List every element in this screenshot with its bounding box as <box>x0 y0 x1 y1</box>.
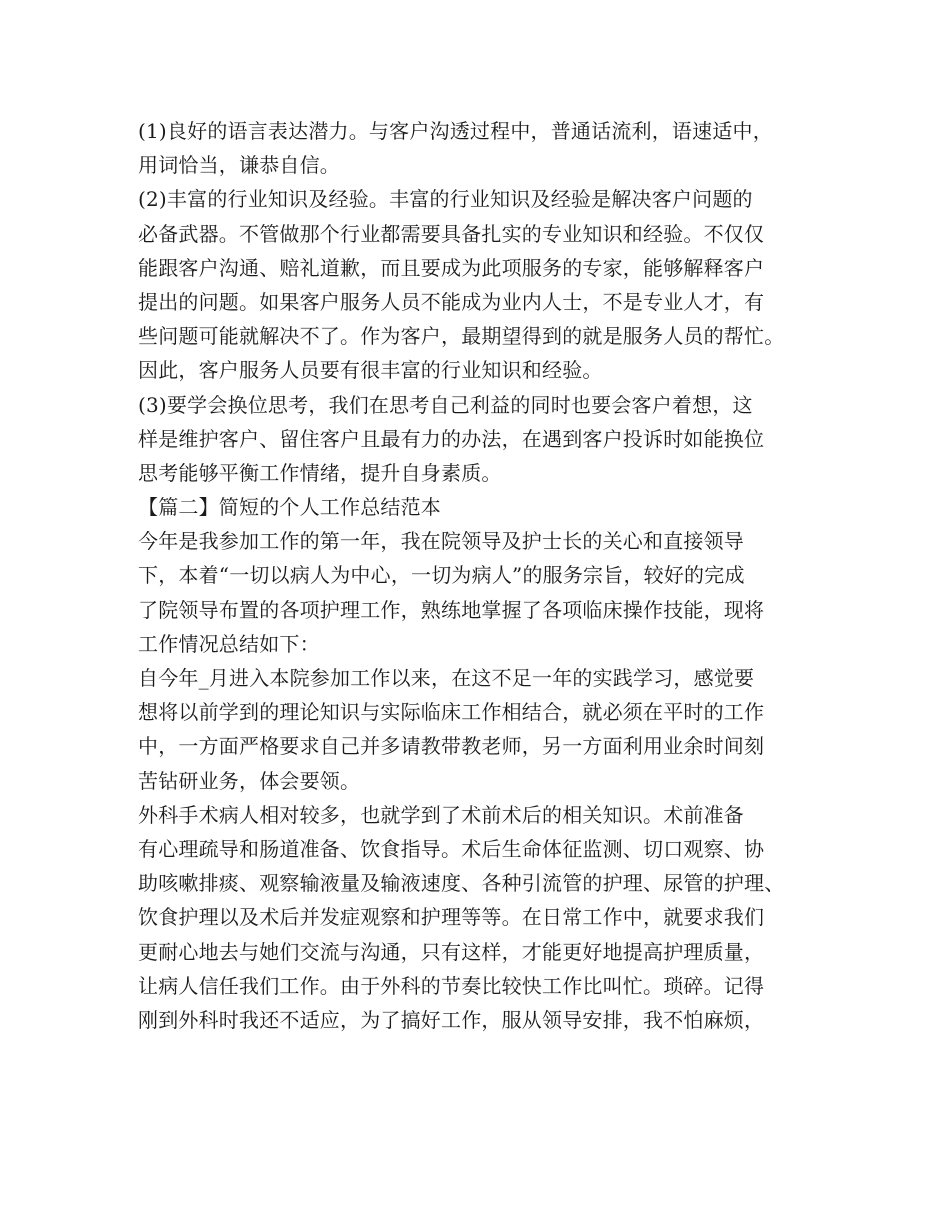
text-line: 让病人信任我们工作。由于外科的节奏比较快工作比叫忙。琐碎。记得 <box>138 973 765 998</box>
text-line: 有心理疏导和肠道准备、饮食指导。术后生命体征监测、切口观察、协 <box>138 836 765 861</box>
text-line: 想将以前学到的理论知识与实际临床工作相结合，就必须在平时的工作 <box>138 700 765 725</box>
text-line: (3)要学会换位思考，我们在思考自己利益的同时也要会客户着想，这 <box>138 392 753 417</box>
text-line: (1)良好的语言表达潜力。与客户沟透过程中，普通话流利，语速适中， <box>138 119 773 143</box>
text-line: 些问题可能就解决不了。作为客户，最期望得到的就是服务人员的帮忙。 <box>138 324 785 349</box>
text-line: 中，一方面严格要求自己并多请教带教老师，另一方面利用业余时间刻 <box>138 734 765 759</box>
text-line: 下，本着“一切以病人为中心，一切为病人”的服务宗旨，较好的完成 <box>138 563 745 588</box>
text-line: 更耐心地去与她们交流与沟通，只有这样，才能更好地提高护理质量， <box>138 939 765 964</box>
text-line: 能跟客户沟通、赔礼道歉，而且要成为此项服务的专家，能够解释客户 <box>138 255 765 280</box>
text-line: 饮食护理以及术后并发症观察和护理等等。在日常工作中，就要求我们 <box>138 905 765 930</box>
text-line: (2)丰富的行业知识及经验。丰富的行业知识及经验是解决客户问题的 <box>138 187 753 212</box>
section-heading: 【篇二】简短的个人工作总结范本 <box>138 495 441 520</box>
text-line: 苦钻研业务，体会要领。 <box>138 768 361 793</box>
text-line: 助咳嗽排痰、观察输液量及输液速度、各种引流管的护理、尿管的护理、 <box>138 871 785 896</box>
text-line: 用词恰当，谦恭自信。 <box>138 153 340 178</box>
text-line: 自今年_月进入本院参加工作以来，在这不足一年的实践学习，感觉要 <box>138 666 755 690</box>
text-line: 刚到外科时我还不适应，为了搞好工作，服从领导安排，我不怕麻烦， <box>138 1007 765 1032</box>
document-body <box>138 114 838 1037</box>
text-line: 外科手术病人相对较多，也就学到了术前术后的相关知识。术前准备 <box>138 802 744 827</box>
text-line: 了院领导布置的各项护理工作，熟练地掌握了各项临床操作技能，现将 <box>138 597 765 622</box>
text-line: 今年是我参加工作的第一年，我在院领导及护士长的关心和直接领导 <box>138 529 744 554</box>
text-line: 因此，客户服务人员要有很丰富的行业知识和经验。 <box>138 358 603 383</box>
text-line: 提出的问题。如果客户服务人员不能成为业内人士，不是专业人才，有 <box>138 289 765 314</box>
text-line: 工作情况总结如下： <box>138 631 320 656</box>
text-line: 样是维护客户、留住客户且最有力的办法，在遇到客户投诉时如能换位 <box>138 426 765 451</box>
text-line: 必备武器。不管做那个行业都需要具备扎实的专业知识和经验。不仅仅 <box>138 221 765 246</box>
text-line: 思考能够平衡工作情绪，提升自身素质。 <box>138 460 502 485</box>
